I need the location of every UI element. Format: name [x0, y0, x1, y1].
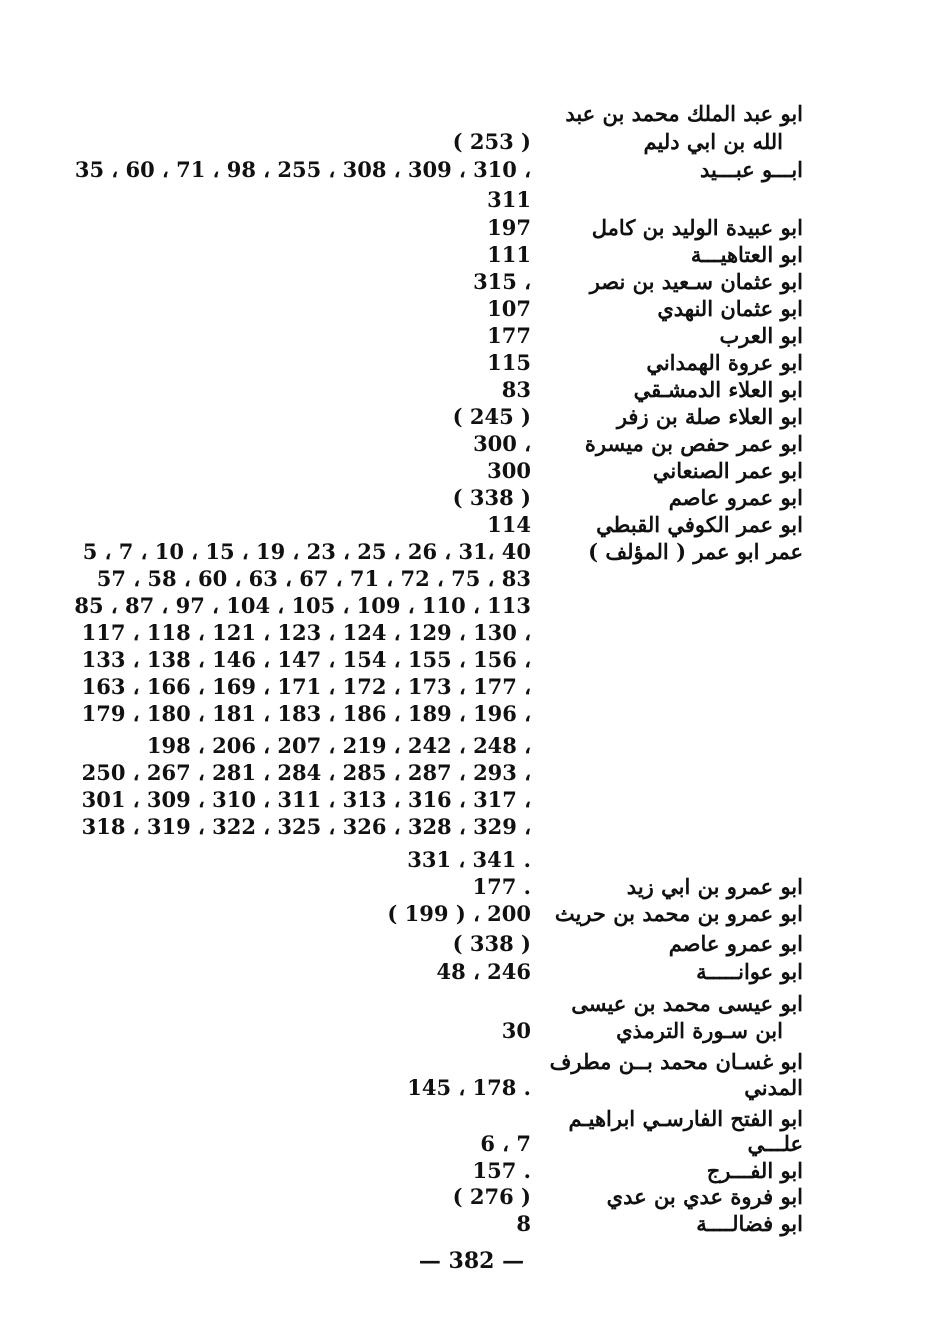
- entry-name: عمر ابو عمر ( المؤلف ): [588, 539, 803, 564]
- index-entry: [63, 484, 803, 512]
- index-entry: [63, 241, 803, 269]
- index-entry: [63, 1210, 803, 1238]
- entry-name: ابو عمر الصنعاني: [652, 458, 803, 483]
- entry-name: ابو العلاء صلة بن زفر: [616, 404, 803, 429]
- index-entry: [63, 646, 803, 674]
- entry-page-refs: 331 ، 341 .: [407, 847, 531, 872]
- entry-name: ابو عمرو بن محمد بن حريث: [554, 901, 803, 926]
- entry-name: ابو الفتح الفارسـي ابراهيـم: [568, 1106, 803, 1131]
- index-entry: [63, 538, 803, 566]
- index-entry: [63, 457, 803, 485]
- entry-page-refs: 111: [487, 242, 531, 267]
- index-entry: [63, 786, 803, 814]
- entry-page-refs: 107: [487, 296, 531, 321]
- entry-page-refs: 133 ، 138 ، 146 ، 147 ، 154 ، 155 ، 156 ،: [81, 647, 531, 672]
- entry-name: ابو عثمان النهدي: [657, 296, 803, 321]
- entry-name: ابو العتاهيـــة: [690, 242, 803, 267]
- entry-name: ابو عروة الهمداني: [646, 350, 803, 375]
- index-entry: [63, 900, 803, 928]
- index-entry: [63, 100, 803, 128]
- entry-name: ابو عيسى محمد بن عيسى: [571, 991, 803, 1016]
- entry-name: الله بن ابي دليم: [643, 129, 783, 154]
- entry-name: ابو عمرو عاصم: [668, 485, 803, 510]
- index-entry: [63, 1017, 803, 1045]
- entry-page-refs: ( 253 ): [452, 129, 531, 154]
- entry-page-refs: 163 ، 166 ، 169 ، 171 ، 172 ، 173 ، 177 ،: [81, 674, 531, 699]
- index-entry: [63, 295, 803, 323]
- entry-page-refs: 5 ، 7 ، 10 ، 15 ، 19 ، 23 ، 25 ، 26 ، 31، 40: [82, 539, 531, 564]
- entry-page-refs: 145 ، 178 .: [407, 1075, 531, 1100]
- entry-page-refs: 315 ،: [473, 269, 531, 294]
- index-entry: [63, 376, 803, 404]
- entry-page-refs: 250 ، 267 ، 281 ، 284 ، 285 ، 287 ، 293 ،: [81, 760, 531, 785]
- index-entry: [63, 673, 803, 701]
- entry-name: ابن سـورة الترمذي: [616, 1018, 783, 1043]
- entry-name: ابو عبيدة الوليد بن كامل: [591, 215, 803, 240]
- entry-page-refs: ( 199 ) ، 200: [387, 901, 531, 926]
- entry-name: المدني: [744, 1075, 803, 1100]
- index-entry: [63, 1157, 803, 1185]
- entry-name: ابو عبد الملك محمد بن عبد: [565, 101, 803, 126]
- index-entry: [63, 1130, 803, 1158]
- index-entry: [63, 268, 803, 296]
- index-entry: [63, 214, 803, 242]
- index-entry: [63, 128, 803, 156]
- entry-page-refs: ( 338 ): [452, 485, 531, 510]
- index-entry: [63, 873, 803, 901]
- index-entry: [63, 430, 803, 458]
- entry-page-refs: 311: [487, 187, 531, 212]
- entry-page-refs: 198 ، 206 ، 207 ، 219 ، 242 ، 248 ،: [146, 733, 531, 758]
- index-entry: [63, 349, 803, 377]
- entry-name: ابو عوانـــــة: [696, 959, 803, 984]
- page-number: — 382 —: [418, 1248, 525, 1274]
- entry-page-refs: 48 ، 246: [436, 959, 531, 984]
- index-entry: [63, 700, 803, 728]
- entry-page-refs: 117 ، 118 ، 121 ، 123 ، 124 ، 129 ، 130 ،: [81, 620, 531, 645]
- entry-name: ابو عمرو عاصم: [668, 931, 803, 956]
- entry-name: ابو الفـــرج: [706, 1158, 803, 1183]
- index-entry: [63, 403, 803, 431]
- entry-page-refs: 8: [516, 1211, 531, 1236]
- index-entry: [63, 930, 803, 958]
- entry-page-refs: 301 ، 309 ، 310 ، 311 ، 313 ، 316 ، 317 ،: [81, 787, 531, 812]
- index-entry: [63, 813, 803, 841]
- index-entry: [63, 1048, 803, 1076]
- index-entry: [63, 1105, 803, 1133]
- entry-page-refs: 85 ، 87 ، 97 ، 104 ، 105 ، 109 ، 110 ، 113: [74, 593, 531, 618]
- index-entry: [63, 619, 803, 647]
- index-entry: [63, 1183, 803, 1211]
- entry-name: ابو فروة عدي بن عدي: [606, 1184, 803, 1209]
- entry-page-refs: 83: [501, 377, 531, 402]
- entry-name: ابو فضالــــة: [696, 1211, 803, 1236]
- entry-page-refs: ( 276 ): [452, 1184, 531, 1209]
- entry-page-refs: 57 ، 58 ، 60 ، 63 ، 67 ، 71 ، 72 ، 75 ، 83: [96, 566, 531, 591]
- index-entry: [63, 565, 803, 593]
- entry-page-refs: 35 ، 60 ، 71 ، 98 ، 255 ، 308 ، 309 ، 310 ،: [74, 157, 531, 182]
- index-entry: [63, 990, 803, 1018]
- index-entry: [63, 592, 803, 620]
- entry-page-refs: 197: [487, 215, 531, 240]
- index-entry: [63, 846, 803, 874]
- entry-name: ابو العرب: [719, 323, 803, 348]
- index-entry: [63, 511, 803, 539]
- entry-page-refs: 115: [487, 350, 531, 375]
- entry-page-refs: 6 ، 7: [480, 1131, 531, 1156]
- entry-page-refs: 157 .: [472, 1158, 531, 1183]
- entry-page-refs: 177: [487, 323, 531, 348]
- entry-page-refs: ( 338 ): [452, 931, 531, 956]
- entry-page-refs: 318 ، 319 ، 322 ، 325 ، 326 ، 328 ، 329 ،: [81, 814, 531, 839]
- index-entry: [63, 759, 803, 787]
- entry-page-refs: 300 ،: [473, 431, 531, 456]
- index-entry: [63, 322, 803, 350]
- entry-page-refs: 179 ، 180 ، 181 ، 183 ، 186 ، 189 ، 196 ،: [81, 701, 531, 726]
- entry-name: ابو عمر الكوفي القبطي: [596, 512, 803, 537]
- entry-page-refs: ( 245 ): [452, 404, 531, 429]
- index-entry: [63, 732, 803, 760]
- entry-name: ابو غسـان محمد بــن مطرف: [549, 1049, 803, 1074]
- entry-name: ابو عمرو بن ابي زيد: [626, 874, 803, 899]
- entry-page-refs: 30: [501, 1018, 531, 1043]
- entry-page-refs: 114: [487, 512, 531, 537]
- entry-page-refs: 177 .: [472, 874, 531, 899]
- entry-page-refs: 300: [487, 458, 531, 483]
- index-entry: [63, 1074, 803, 1102]
- entry-name: ابو العلاء الدمشـقي: [633, 377, 803, 402]
- entry-name: ابـــو عبـــيد: [700, 157, 803, 182]
- entry-name: ابو عثمان سـعيد بن نصر: [589, 269, 803, 294]
- index-entry: [63, 958, 803, 986]
- entry-name: علـــي: [747, 1131, 803, 1156]
- entry-name: ابو عمر حفص بن ميسرة: [584, 431, 803, 456]
- index-entry: [63, 186, 803, 214]
- index-entry: [63, 156, 803, 184]
